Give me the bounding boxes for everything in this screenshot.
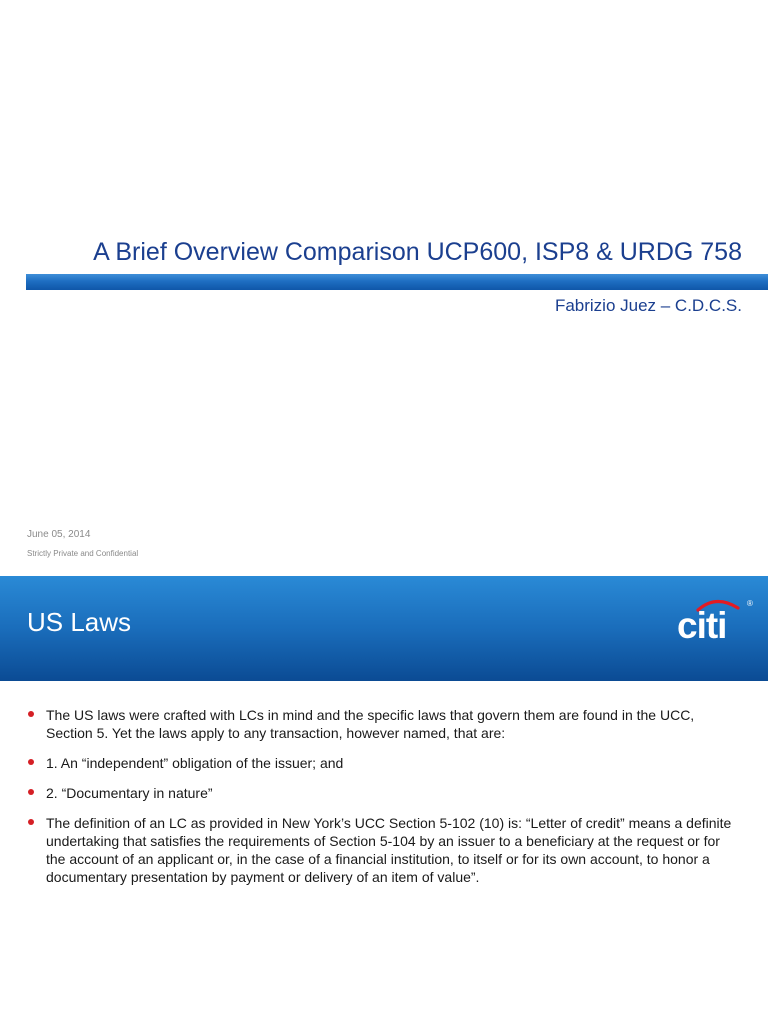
list-item bbox=[27, 754, 743, 772]
slide-header-banner bbox=[0, 576, 768, 681]
list-item bbox=[27, 706, 743, 742]
list-item bbox=[27, 814, 743, 886]
bullet-text: The definition of an LC as provided in New York’s UCC Section 5-102 (10) is: “Letter of credit” means a definite undertaking that satisfies the requirements of Section 5-104 by an issuer to a beneficiary at the request or for the account of an applicant or, in the case of a financial institution, to itself or for its own account, to honor a documentary presentation by payment or delivery of an item of value”. bbox=[46, 815, 732, 885]
bullet-text: The US laws were crafted with LCs in mind and the specific laws that govern them are found in the UCC, Section 5. Yet the laws apply to any transaction, however named, that are: bbox=[46, 707, 695, 741]
bullet-list bbox=[27, 706, 743, 898]
presentation-title: A Brief Overview Comparison UCP600, ISP8 & URDG 758 bbox=[93, 238, 742, 266]
author-name: Fabrizio Juez – C.D.C.S. bbox=[554, 296, 742, 315]
bullet-text: 1. An “independent” obligation of the issuer; and bbox=[46, 755, 344, 771]
confidentiality-note: Strictly Private and Confidential bbox=[27, 549, 139, 558]
bullet-dot-icon bbox=[28, 711, 34, 717]
title-underline-bar bbox=[26, 274, 768, 290]
bullet-text: 2. “Documentary in nature” bbox=[46, 785, 213, 801]
us-laws-slide bbox=[0, 576, 768, 1024]
list-item bbox=[27, 784, 743, 802]
citi-logo-registered-mark: ® bbox=[747, 599, 753, 608]
presentation-date: June 05, 2014 bbox=[27, 529, 91, 540]
bullet-dot-icon bbox=[28, 819, 34, 825]
slide-title: US Laws bbox=[27, 607, 132, 637]
citi-logo-text: citi bbox=[677, 605, 727, 644]
citi-logo bbox=[676, 592, 756, 644]
bullet-dot-icon bbox=[28, 789, 34, 795]
bullet-dot-icon bbox=[28, 759, 34, 765]
